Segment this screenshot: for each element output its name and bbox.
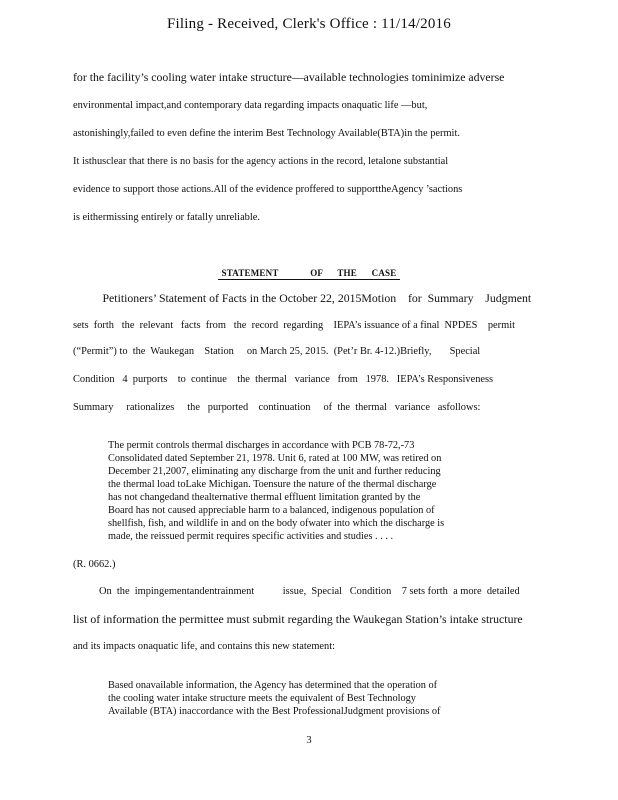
intro-line: It isthusclear that there is no basis for the agency actions in the record, letalone substantial (73, 156, 449, 167)
case-line: Petitioners’ Statement of Facts in the October 22, 2015Motion for Summary Judgment (73, 291, 532, 305)
intro-line: environmental impact,and contemporary data regarding impacts onaquatic life —but, (73, 100, 428, 111)
case-line: (“Permit”) to the Waukegan Station on March 25, 2015. (Pet’r Br. 4-12.)Briefly, Special (73, 346, 481, 357)
page-number: 3 (306, 735, 312, 746)
case-line: sets forth the relevant facts from the record regarding IEPA’s issuance of a final NPDES permit (73, 320, 515, 331)
intro-line: is eithermissing entirely or fatally unreliable. (73, 212, 260, 223)
intro-line: for the facility’s cooling water intake structure—available technologies tominimize adverse (73, 70, 505, 84)
case-line: Summary rationalizes the purported continuation of the thermal variance asfollows: (73, 402, 481, 413)
block-quote-line: Available (BTA) inaccordance with the Best ProfessionalJudgment provisions of (108, 706, 441, 717)
block-quote-line: Consolidated dated September 21, 1978. Unit 6, rated at 100 MW, was retired on (108, 453, 442, 464)
intro-line: evidence to support those actions.All of the evidence proffered to supporttheAgency ’sactions (73, 184, 463, 195)
block-quote-line: made, the reissued permit requires specific activities and studies . . . . (108, 531, 394, 542)
block-quote-line: December 21,2007, eliminating any discharge from the unit and further reducing (108, 466, 441, 477)
section-heading: STATEMENT OF THE CASE (0, 268, 618, 278)
block-quote-line: shellfish, fish, and wildlife in and on the body ofwater into which the discharge is (108, 518, 445, 529)
paragraph-line: On the impingementandentrainment issue, Special Condition 7 sets forth a more detailed (73, 586, 520, 597)
block-quote-line: Board has not caused appreciable harm to a balanced, indigenous population of (108, 505, 435, 516)
filing-header: Filing - Received, Clerk's Office : 11/14/2016 (167, 16, 451, 32)
block-quote-line: has not changedand thealternative thermal effluent limitation granted by the (108, 492, 421, 503)
intro-line: astonishingly,failed to even define the interim Best Technology Available(BTA)in the permit. (73, 128, 460, 139)
paragraph-line: list of information the permittee must submit regarding the Waukegan Station’s intake structure (73, 612, 523, 626)
block-quote-line: Based onavailable information, the Agency has determined that the operation of (108, 680, 438, 691)
block-quote-line: the cooling water intake structure meets the equivalent of Best Technology (108, 693, 416, 704)
block-quote-line: the thermal load toLake Michigan. Toensure the nature of the thermal discharge (108, 479, 437, 490)
block-quote-line: The permit controls thermal discharges in accordance with PCB 78-72,-73 (108, 440, 415, 451)
record-citation: (R. 0662.) (73, 559, 116, 570)
paragraph-line: and its impacts onaquatic life, and contains this new statement: (73, 641, 336, 652)
case-line: Condition 4 purports to continue the thermal variance from 1978. IEPA’s Responsiveness (73, 374, 494, 385)
